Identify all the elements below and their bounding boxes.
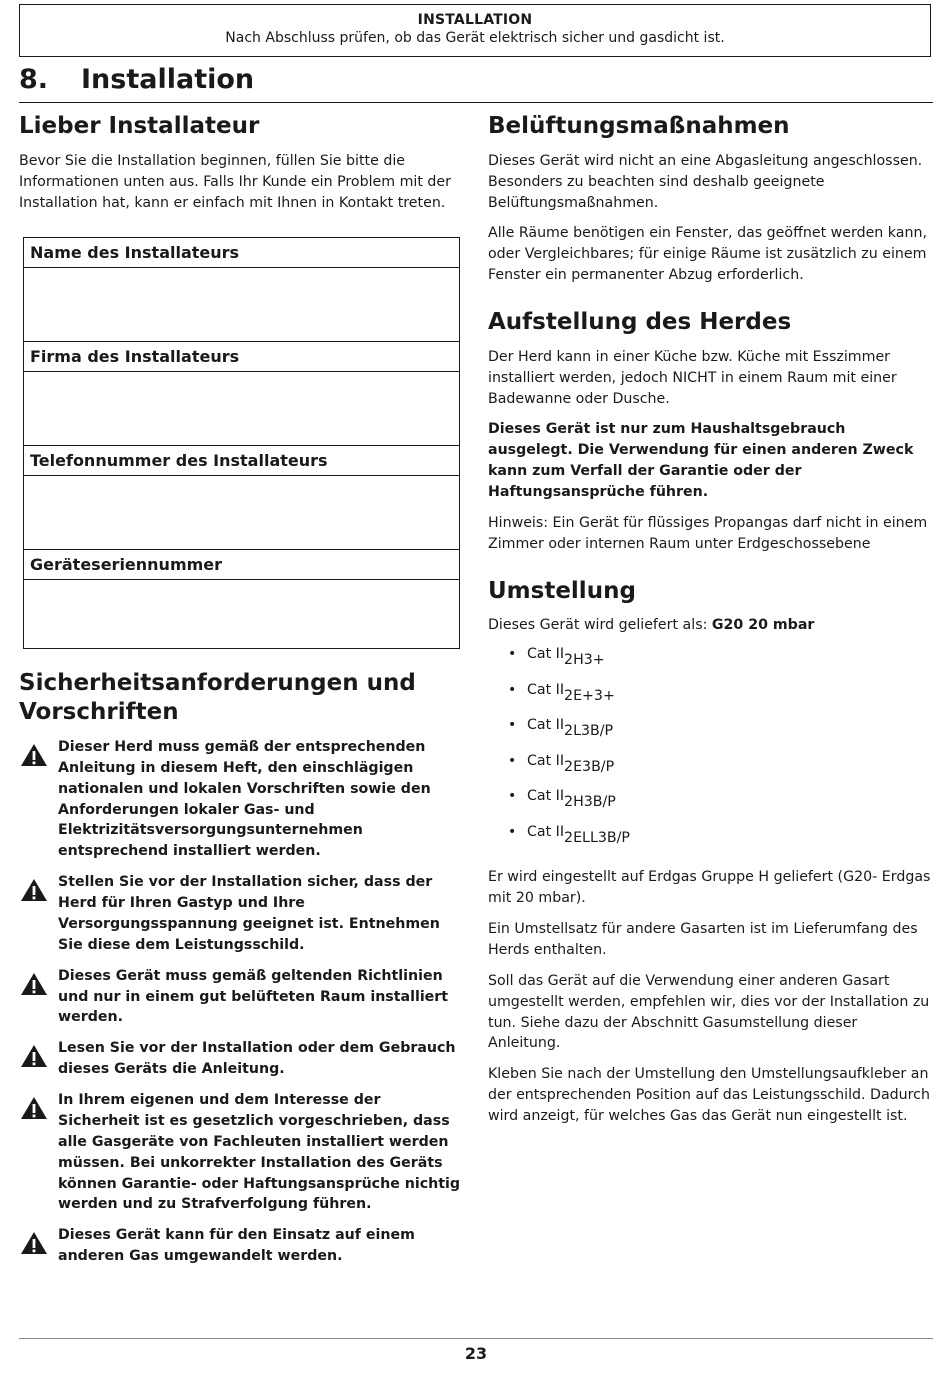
list-item: • Cat $II_{2H3+}$	[508, 646, 932, 682]
list-item: • Cat $II_{2E3B/P}$	[508, 753, 932, 789]
supplied-value: G20 20 mbar	[711, 617, 815, 634]
warning-item	[19, 966, 465, 1029]
ventilation-text-1: Dieses Gerät wird nicht an eine Abgasleitung angeschlossen. Besonders zu beachten sind deshalb geeignete Belüftungsmaßnahmen.	[488, 152, 923, 211]
installer-intro: Bevor Sie die Installation beginnen, füllen Sie bitte die Informationen unten aus. Falls Ihr Kunde ein Problem mit der Installation hat, kann er einfach mit Ihnen in Kontakt treten.	[19, 152, 451, 211]
placement-note: Hinweis: Ein Gerät für flüssiges Propangas darf nicht in einem Zimmer oder internen Raum unter Erdgeschossebene	[488, 514, 928, 552]
list-item: • Cat $II_{2L3B/P}$	[508, 717, 932, 753]
field-label-installer-company: Firma des Installateurs	[24, 342, 459, 372]
warning-item	[19, 1225, 465, 1267]
warning-text: In Ihrem eigenen und dem Interesse der Sicherheit ist es gesetzlich vorgeschrieben, dass alle Gasgeräte von Fachleuten installiert werden müssen. Bei unkorrekter Installation des Geräts können Garantie- oder Haftungsansprüche nichtig werden und zu Strafverfolgung führen.	[58, 1092, 461, 1213]
warning-text: Lesen Sie vor der Installation oder dem Gebrauch dieses Geräts die Anleitung.	[58, 1040, 456, 1078]
field-label-installer-phone: Telefonnummer des Installateurs	[24, 446, 459, 476]
warning-triangle-icon	[20, 1044, 48, 1068]
field-serial-number[interactable]	[24, 580, 459, 648]
list-item: • Cat $II_{2E+3+}$	[508, 682, 932, 718]
field-label-installer-name: Name des Installateurs	[24, 238, 459, 268]
field-label-serial-number: Geräteseriennummer	[24, 550, 459, 580]
field-installer-name[interactable]	[24, 268, 459, 342]
list-item: • Cat $II_{2H3B/P}$	[508, 788, 932, 824]
installer-info-form	[23, 237, 460, 649]
page-number: 23	[464, 1344, 488, 1363]
header-title: INSTALLATION	[417, 12, 533, 28]
supplied-label: Dieses Gerät wird geliefert als:	[488, 617, 712, 634]
warning-text: Dieses Gerät kann für den Einsatz auf einem anderen Gas umgewandelt werden.	[58, 1227, 415, 1265]
warning-item	[19, 737, 465, 862]
warning-triangle-icon	[20, 878, 48, 902]
warning-item	[19, 1038, 465, 1080]
warning-item	[19, 1090, 465, 1215]
conversion-supplied	[488, 615, 932, 636]
placement-warning: Dieses Gerät ist nur zum Haushaltsgebrauch ausgelegt. Die Verwendung für einen anderen Zweck kann zum Verfall der Garantie oder der Haftungsansprüche führen.	[488, 421, 914, 500]
warning-text: Dieses Gerät muss gemäß geltenden Richtlinien und nur in einem gut belüfteten Raum installiert werden.	[58, 967, 449, 1026]
left-column	[19, 112, 465, 1277]
installer-heading: Lieber Installateur	[19, 113, 260, 139]
conversion-text-3: Soll das Gerät auf die Verwendung einer anderen Gasart umgestellt werden, empfehlen wir, dies vor der Installation zu tun. Siehe dazu der Abschnitt Gasumstellung dieser Anleitung.	[488, 972, 930, 1052]
placement-heading: Aufstellung des Herdes	[488, 309, 792, 335]
header-box	[19, 4, 931, 57]
conversion-heading: Umstellung	[488, 577, 636, 604]
chapter-heading	[19, 64, 933, 103]
warning-text: Dieser Herd muss gemäß der entsprechenden Anleitung in diesem Heft, den einschlägigen nationalen und lokalen Vorschriften sowie den Anforderungen lokaler Gas- und Elektrizitätsversorgungsunternehmen entsprechend installiert werden.	[58, 738, 431, 860]
right-column	[488, 112, 932, 1137]
conversion-text-2: Ein Umstellsatz für andere Gasarten ist im Lieferumfang des Herds enthalten.	[488, 921, 918, 958]
warning-triangle-icon	[20, 743, 48, 767]
conversion-text-4: Kleben Sie nach der Umstellung den Umstellungsaufkleber an der entsprechenden Position auf das Leistungsschild. Dadurch wird anzeigt, für welches Gas das Gerät nun eingestellt ist.	[488, 1066, 930, 1124]
chapter-title: Installation	[81, 64, 255, 95]
warning-triangle-icon	[20, 972, 48, 996]
ventilation-text-2: Alle Räume benötigen ein Fenster, das geöffnet werden kann, oder Vergleichbares; für einige Räume ist zusätzlich zu einem Fenster ein permanenter Abzug erforderlich.	[488, 225, 927, 284]
safety-heading: Sicherheitsanforderungen und Vorschriften	[19, 670, 416, 726]
placement-text-1: Der Herd kann in einer Küche bzw. Küche mit Esszimmer installiert werden, jedoch NICHT in einem Raum mit einer Badewanne oder Dusche.	[488, 348, 897, 407]
warning-triangle-icon	[20, 1096, 48, 1120]
list-item: • Cat $II_{2ELL3B/P}$	[508, 824, 932, 860]
page-footer	[19, 1338, 933, 1363]
header-subtitle: Nach Abschluss prüfen, ob das Gerät elektrisch sicher und gasdicht ist.	[225, 30, 725, 46]
warning-item	[19, 872, 465, 956]
field-installer-company[interactable]	[24, 372, 459, 446]
chapter-number: 8.	[19, 64, 49, 95]
warning-triangle-icon	[20, 1231, 48, 1255]
warning-text: Stellen Sie vor der Installation sicher, dass der Herd für Ihren Gastyp und Ihre Versorgungsspannung geeignet ist. Entnehmen Sie diese dem Leistungsschild.	[58, 874, 440, 953]
ventilation-heading: Belüftungsmaßnahmen	[488, 113, 790, 139]
conversion-text-1: Er wird eingestellt auf Erdgas Gruppe H geliefert (G20- Erdgas mit 20 mbar).	[488, 869, 931, 907]
category-list	[488, 646, 932, 859]
field-installer-phone[interactable]	[24, 476, 459, 550]
